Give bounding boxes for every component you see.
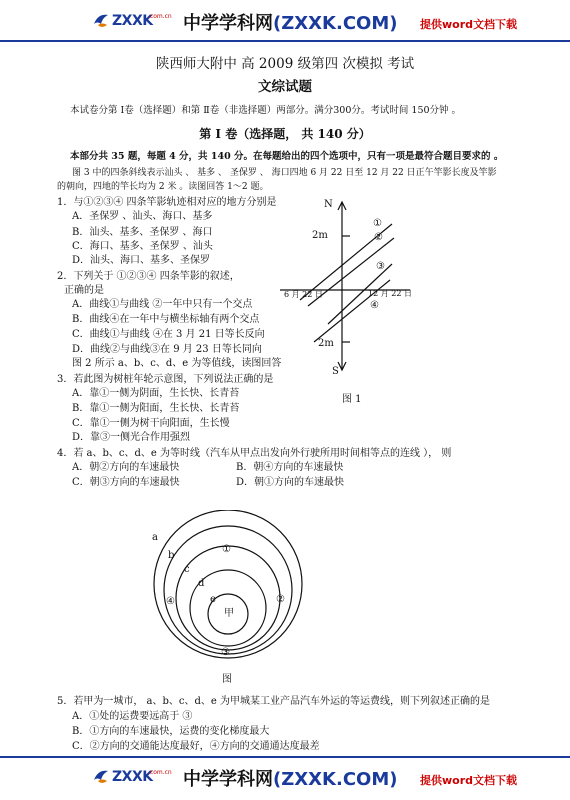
fig1-length-bottom: 2m bbox=[318, 338, 334, 349]
fig1-caption: 图 1 bbox=[342, 394, 362, 405]
figure-2-isoline-diagram bbox=[140, 510, 320, 690]
q1-option-d: D．汕头、海口、基多、圣保罗 bbox=[72, 255, 211, 266]
fig1-curve3-label: ③ bbox=[376, 261, 385, 272]
bird-logo-icon bbox=[92, 768, 110, 786]
q3-option-a: A．靠①一侧为阴面，生长快、长青苔 bbox=[72, 388, 240, 399]
brand-name: 中学学科网 bbox=[183, 13, 273, 34]
fig2-point-2: ② bbox=[276, 594, 285, 605]
fig1-date-left: 6 月 22 日 bbox=[284, 290, 323, 299]
bottom-header bbox=[0, 756, 570, 800]
question-2-cont: 正确的是 bbox=[64, 285, 104, 296]
brand-title[interactable] bbox=[183, 9, 397, 35]
q4-option-a: A．朝②方向的车速最快 bbox=[72, 462, 180, 473]
q1-option-b: B．汕头、基多、圣保罗 、海口 bbox=[72, 227, 213, 238]
fig2-city-jia: 甲 bbox=[224, 608, 234, 619]
brand-url: (ZXXK.COM) bbox=[273, 769, 398, 790]
q5-option-b: B．①方向的车速最快，运费的变化梯度最大 bbox=[72, 726, 270, 737]
q2-option-b: B．曲线④在一年中与横坐标轴有两个交点 bbox=[72, 314, 260, 325]
figure-1-shadow-diagram bbox=[270, 188, 430, 408]
fig1-date-right: 12 月 22 日 bbox=[368, 289, 412, 298]
q2-option-d: D．曲线②与曲线③在 9 月 23 日等长同向 bbox=[72, 344, 262, 355]
question-1: 1．与①②③④ 四条竿影轨迹相对应的地方分别是 bbox=[57, 197, 277, 208]
footer-divider bbox=[0, 756, 570, 758]
fig2-point-3: ③ bbox=[221, 647, 230, 658]
isoline-a bbox=[154, 510, 302, 658]
header-divider bbox=[0, 40, 570, 42]
fig2-point-1: ① bbox=[222, 544, 231, 555]
q3-option-b: B．靠①一侧为阳面，生长快、长青苔 bbox=[72, 403, 240, 414]
brand-url: (ZXXK.COM) bbox=[273, 13, 398, 34]
question-4: 4．若 a、b、c、d、e 为等时线（汽车从甲点出发向外行驶所用时间相等点的连线 ）， 则 bbox=[57, 448, 452, 459]
q2-option-a: A．曲线①与曲线 ②一年中只有一个交点 bbox=[72, 299, 253, 310]
fig1-curve1-label: ① bbox=[373, 218, 382, 229]
q1-option-a: A．圣保罗 、汕头、海口、基多 bbox=[72, 211, 213, 222]
q4-option-b: B．朝④方向的车速最快 bbox=[236, 462, 344, 473]
fig2-label-e: e bbox=[210, 594, 216, 605]
brand-name: 中学学科网 bbox=[183, 769, 273, 790]
section-instruction: 本部分共 35 题，每题 4 分，共 140 分。在每题给出的四个选项中，只有一项是最符合题目要求的 。 bbox=[70, 151, 504, 162]
exam-title: 陕西师大附中 高 2009 级第四 次模拟 考试 bbox=[155, 56, 415, 72]
passage1-line2: 的朝向，四地的竿长均为 2 米 。读图回答 1～2 题。 bbox=[57, 182, 269, 192]
fig1-south-label: S bbox=[332, 366, 339, 377]
fig1-north-label: N bbox=[324, 199, 333, 210]
logo-domain: .com.cn bbox=[148, 769, 172, 776]
logo-text: ZXXK bbox=[112, 13, 153, 29]
question-3: 3．若此图为树桩年轮示意图，下列说法正确的是 bbox=[57, 374, 274, 385]
question-5: 5．若甲为一城市， a、b、c、d、e 为甲城某工业产品汽车外运的等运费线，则下列叙述正确的是 bbox=[57, 696, 491, 707]
q4-option-c: C．朝③方向的车速最快 bbox=[72, 477, 180, 488]
fig2-label-d: d bbox=[198, 578, 205, 589]
zxxk-logo[interactable] bbox=[92, 10, 172, 36]
logo-text: ZXXK bbox=[112, 769, 153, 785]
fig1-curve2-label: ② bbox=[374, 232, 383, 243]
passage2: 图 2 所示 a、b、c、d、e 为等值线，读图回答 bbox=[72, 358, 282, 369]
q2-option-c: C．曲线①与曲线 ④在 3 月 21 日等长反向 bbox=[72, 329, 265, 340]
q1-option-c: C．海口、基多、圣保罗 、汕头 bbox=[72, 241, 213, 252]
fig1-length-top: 2m bbox=[312, 230, 328, 241]
q3-option-c: C．靠①一侧为树干向阳面，生长慢 bbox=[72, 418, 230, 429]
download-link-footer[interactable]: 提供word文档下载 bbox=[420, 774, 518, 787]
brand-title-footer[interactable] bbox=[183, 765, 397, 791]
fig2-label-c: c bbox=[184, 564, 190, 575]
exam-info: 本试卷分第 Ⅰ卷（选择题）和第 Ⅱ卷（非选择题）两部分。满分300分。考试时间 150分钟 。 bbox=[70, 105, 462, 116]
fig1-curve4-label: ④ bbox=[370, 300, 379, 311]
q4-option-d: D．朝①方向的车速最快 bbox=[236, 477, 345, 488]
logo-domain: .com.cn bbox=[148, 13, 172, 20]
bird-logo-icon bbox=[92, 12, 110, 30]
fig2-label-a: a bbox=[152, 532, 158, 543]
question-2: 2．下列关于 ①②③④ 四条竿影的叙述， bbox=[57, 271, 240, 282]
q5-option-c: C．②方向的交通能达度最好，④方向的交通通达度最差 bbox=[72, 741, 320, 752]
q3-option-d: D．靠③一侧光合作用强烈 bbox=[72, 432, 191, 443]
fig2-point-4: ④ bbox=[166, 596, 175, 607]
q5-option-a: A．①处的运费要远高于 ③ bbox=[72, 711, 193, 722]
exam-subtitle: 文综试题 bbox=[258, 79, 312, 95]
fig2-label-b: b bbox=[168, 550, 175, 561]
passage1-line1: 图 3 中的四条斜线表示汕头 、 基多 、 圣保罗 、 海口四地 6 月 22 日至 12 月 22 日正午竿影长度及竿影 bbox=[72, 168, 497, 178]
download-link[interactable]: 提供word文档下载 bbox=[420, 18, 518, 31]
top-header bbox=[0, 0, 570, 44]
zxxk-logo-footer[interactable] bbox=[92, 766, 172, 792]
fig2-caption: 图 bbox=[222, 674, 232, 685]
section-title: 第 Ⅰ 卷（选择题， 共 140 分） bbox=[199, 127, 371, 141]
